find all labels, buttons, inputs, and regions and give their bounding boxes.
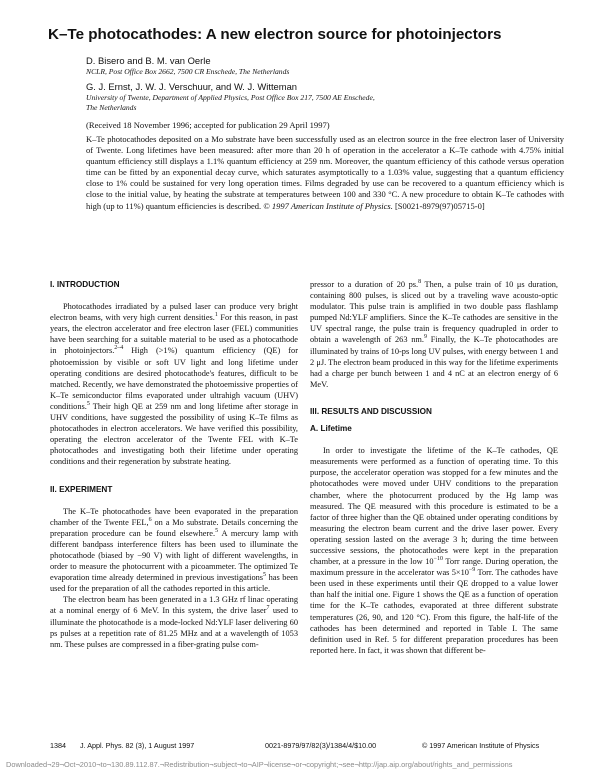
intro-text-2: For this reason, in past years, the electron accelerator and free electron laser (FEL) communities have been searching for a suitable material to be used as a photocathode in photoinjectors. (50, 313, 298, 356)
ref-5c: 5 (263, 572, 267, 579)
page-number: 1384 (50, 741, 66, 750)
experiment-paragraph-2 (50, 594, 298, 649)
ref-5: 5 (86, 401, 90, 408)
ref-2-4: 2–4 (114, 345, 124, 352)
exp-text-2a: The electron beam has been generated in a 1.3 GHz rf linac operating at a nominal energy of 6 MeV. In this system, the drive laser (50, 595, 298, 616)
introduction-heading: I. INTRODUCTION (50, 280, 120, 289)
results-heading: III. RESULTS AND DISCUSSION (310, 406, 432, 416)
exp-text-1a: The K–Te photocathodes have been evaporated in the preparation chamber of the Twente FEL, (50, 506, 298, 527)
abstract-text: K–Te photocathodes deposited on a Mo substrate have been successfully used as an electron source in the free electron laser of University of Twente. Long lifetimes have been measured: after more than 20 h of operation in the accelerator a K–Te cathode with 4.75% initial quantum efficiency still displays a 1.1% quantum efficiency at 259 nm. Moreover, the quantum efficiency of this cathode versus operation time can be fitted by an exponential decay curve, which saturates asymptotically to a 1.03% value, suggesting that a quantum efficiency close to 1% could be sustained for very long operation times. Films degraded by use can be recovered to a quantum efficiency which is close to the initial value, by heating the substrate at temperatures between 100 and 330 °C. A new procedure to obtain K–Te cathodes with high (up to 11%) quantum efficiencies is described. (86, 134, 564, 211)
intro-text-3: High (>1%) quantum efficiency (QE) for photoemission by visible or soft UV light and long lifetime under operating conditions are desired photocathode's features, difficult to be matched. Recently, we have demonstrated the photoemissive properties of K–Te semiconductor films evaporated under ultrahigh vacuum (UHV) conditions. (50, 346, 299, 411)
paper-title: K–Te photocathodes: A new electron source for photoinjectors (48, 26, 502, 43)
intro-text-1: Photocathodes irradiated by a pulsed laser can produce very bright electron beams, with very high current densities. (50, 302, 298, 323)
ref-5b: 5 (215, 528, 219, 534)
affiliation-1: NCLR, Post Office Box 2662, 7500 CR Enschede, The Netherlands (86, 67, 290, 76)
affiliation-2-line-1: University of Twente, Department of Applied Physics, Post Office Box 217, 7500 AE Enschede, (86, 93, 375, 102)
r-text-2c: Torr. The cathodes have been used in these experiments until their QE dropped to a value lower than half the initial one. Figure 1 shows the QE as a function of operation time for the K–Te cathodes, evaporated at three different substrate temperatures (26, 90, and 120 °C). From this figure, the half-life of the cathodes has been determined and reported in Table I. The same definition used in Ref. 5 for different preparation procedures has been reported here. In fact, it was shown that different be- (310, 568, 558, 655)
ref-6: 6 (148, 516, 152, 523)
exp-text-1b: on a Mo substrate. Details concerning the preparation procedure can be found elsewhere. (50, 517, 298, 538)
ref-1: 1 (214, 312, 218, 319)
r-text-1c: Finally, the K–Te photocathodes are illuminated by trains of 10-ps long UV pulses, with energy between 1 and 2 μJ. The electron beam produced in this way for the lifetime experiments had a charge per bunch between 1 and 4 nC at an electron energy of 6 MeV. (310, 335, 558, 389)
exp-text-2b: used to illuminate the photocathode is a mode-locked Nd:YLF laser delivering 60 ps pulses at a repetition rate of 81.25 MHz and at a wavelength of 1053 nm. These pulses are compressed in a fiber-grating pulse com- (50, 606, 298, 649)
journal-citation: J. Appl. Phys. 82 (3), 1 August 1997 (80, 741, 195, 750)
r-text-2a: In order to investigate the lifetime of the K–Te cathodes, QE measurements were performed as a function of operating time. To this purpose, the accelerator operation was stopped for a few minutes and the photocathodes were moved under UHV conditions to the preparation chamber, where the photocurrent produced by the Hg lamp was measured. The QE measured with this procedure is estimated to be a factor of three higher than the QE obtained under operating conditions by measuring the electron beam current and the drive laser power. Every operating session lasted on the average 3 h; during the time between successive sessions, the photocathodes were kept in the preparation chamber, at a pressure in the low 10 (310, 446, 558, 567)
footer-copyright: © 1997 American Institute of Physics (422, 741, 540, 750)
right-column (310, 279, 558, 656)
exponent-minus-10: −10 (433, 556, 443, 563)
ref-8: 8 (418, 279, 422, 286)
exp-text-1d: has been used for the preparation of all the cathodes reported in this article. (50, 573, 298, 594)
abstract-code: [S0021-8979(97)05715-0] (394, 200, 485, 211)
lifetime-heading: A. Lifetime (310, 424, 352, 434)
intro-text-4: Their high QE at 259 nm and long lifetime after storage in UHV conditions, have suggested the possibility of using K–Te films as photocathodes in electron accelerators. We have verified this possibility, operating the electron accelerator of the Twente FEL with K–Te photocathodes and investigating both their lifetime under operating conditions and their regeneration by substrate heating. (50, 401, 298, 467)
experiment-paragraph-1 (50, 506, 298, 595)
exp-text-1c: A mercury lamp with different bandpass interference filters has been used to illuminate the photocathode (biased by −90 V) with light of different wavelengths, in order to measure the photocurrent with a picoammeter. The optimized Te evaporation time already determined in previous investigations (50, 528, 298, 583)
experiment-paragraph-2-cont (310, 279, 558, 390)
exponent-minus-9: −9 (468, 567, 476, 574)
authors-group-1: D. Bisero and B. M. van Oerle (86, 55, 211, 66)
affiliation-2-line-2: The Netherlands (86, 103, 137, 112)
introduction-paragraph (50, 301, 298, 467)
received-dates: (Received 18 November 1996; accepted for publication 29 April 1997) (86, 120, 330, 130)
abstract-copyright: © 1997 American Institute of Physics. (263, 200, 393, 211)
abstract (86, 134, 564, 212)
authors-group-2: G. J. Ernst, J. W. J. Verschuur, and W. J. Witteman (86, 81, 297, 92)
r-text-1a: pressor to a duration of 20 ps. (310, 280, 419, 289)
ref-7: 7 (266, 605, 270, 612)
lifetime-paragraph (310, 445, 558, 656)
issn-code: 0021-8979/97/82(3)/1384/4/$10.00 (265, 741, 377, 750)
experiment-heading: II. EXPERIMENT (50, 484, 113, 494)
ref-9: 9 (424, 334, 428, 341)
r-text-1b: Then, a pulse train of 10 μs duration, containing 800 pulses, is sliced out by a traveling wave acousto-optic modulator. This pulse train is amplified in two double pass flashlamp pumped Nd:YLF amplifiers. Since the K–Te cathodes are sensitive in the UV spectral range, the pulse train is frequency quadrupled in order to obtain a wavelength of 263 nm. (310, 280, 559, 345)
r-text-2b: Torr range. During operation, the maximum pressure in the accelerator was 5×10 (310, 557, 558, 578)
left-column (50, 279, 298, 650)
download-watermark: Downloaded¬29¬Oct¬2010¬to¬130.89.112.87.¬Redistribution¬subject¬to¬AIP¬license¬or¬copyright;¬see¬http://jap.aip.org/about/rights_and_permissions (6, 760, 513, 769)
affiliation-2 (86, 93, 566, 113)
